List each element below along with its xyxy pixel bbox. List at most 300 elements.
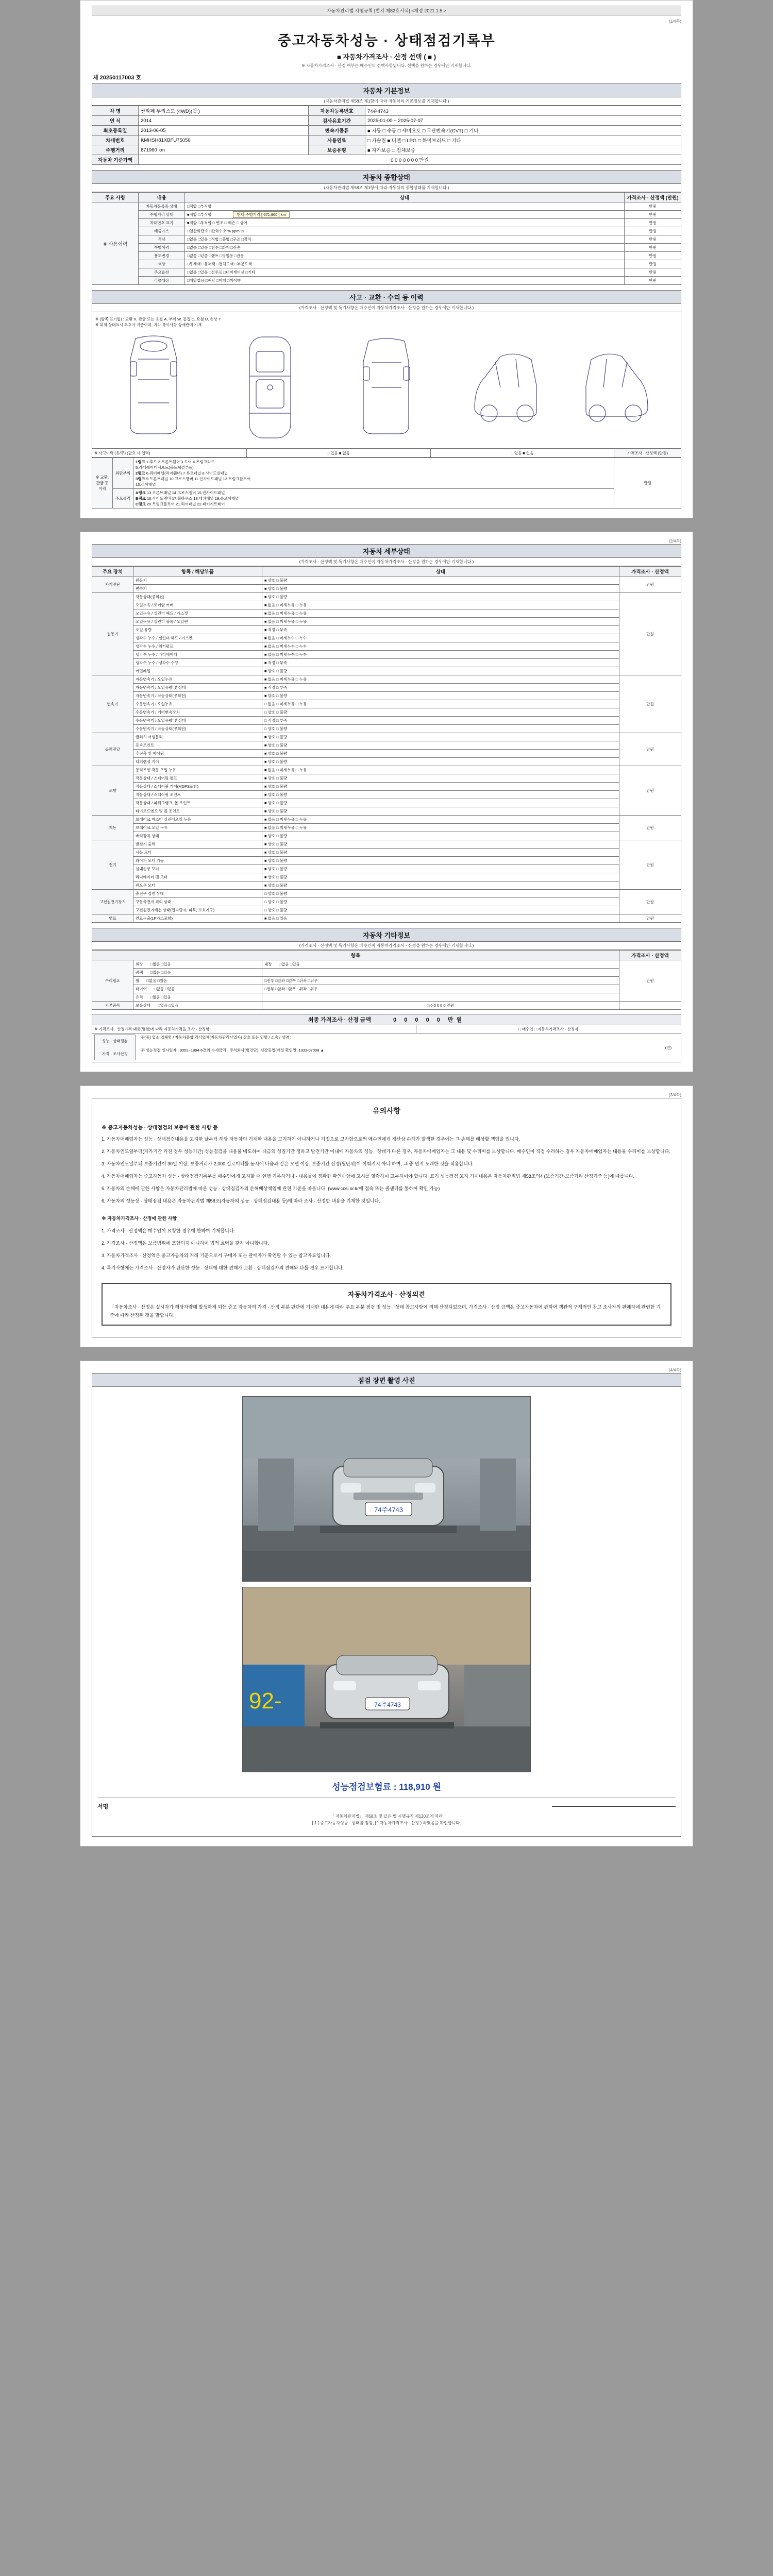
detail-g7-r2-state: □ 양호 □ 불량 <box>262 906 619 914</box>
etc-r4-part2 <box>262 993 619 1002</box>
etc-r2-part <box>133 977 262 985</box>
final-price-note-2: □ 매수인 □ 자동차가격조사 · 산정자 <box>416 1025 681 1033</box>
car-diagram-row <box>95 331 678 444</box>
frame-row-2 <box>136 501 612 507</box>
section-detail-title: 자동차 세부상태 <box>92 544 681 558</box>
inspection-photo-front <box>242 1396 531 1582</box>
final-price-header <box>92 1014 681 1025</box>
detail-g7-r2-part: 고전원전기배선 상태(접속단자, 피복, 보호기구) <box>133 906 262 914</box>
detail-g2-r5-part: 수동변속기 / 오일유량 및 상태 <box>133 717 262 725</box>
detail-g2-r6-state: □ 양호 □ 불량 <box>262 725 619 733</box>
detail-g0-r0-part: 원동기 <box>133 577 262 585</box>
detail-g8-r0-part: 연료누출(LP가스포함) <box>133 914 262 923</box>
frame-label: 주요골격 <box>113 489 133 509</box>
photo-side-image <box>243 1587 531 1772</box>
value-mileage <box>139 145 309 155</box>
photo-grid <box>97 1396 676 1772</box>
rank-group-label: ※ 교환, 판금 등 이력 <box>92 458 113 509</box>
detail-g6-r2-part: 와이퍼 모터 기능 <box>133 857 262 865</box>
declaration-title: 자동차가격조사 · 산정의견 <box>348 1291 425 1299</box>
label-first-reg-date: 최초등록일 <box>92 126 139 135</box>
detail-g3-r2-part: 추진축 및 베어링 <box>133 750 262 758</box>
outer-panel-rank-list <box>133 458 614 489</box>
etc-r0-state2: □없음 □있음 <box>279 962 300 967</box>
detail-group-8-name: 연료 <box>92 914 133 923</box>
detail-group-6-name: 전기 <box>92 840 133 890</box>
detail-g8-r0-state: ■ 없음 □ 있음 <box>262 914 619 923</box>
overall-col-state: 상태 <box>185 193 625 202</box>
detail-g2-r6-part: 수동변속기 / 작동상태(공회전) <box>133 725 262 733</box>
detail-g7-r0-part: 충전구 절연 상태 <box>133 890 262 898</box>
detail-group-8-price: 만원 <box>619 914 681 923</box>
etc-r3-part <box>133 985 262 993</box>
value-first-reg-date: 2013-06-05 <box>139 126 309 135</box>
overall-group-label: ※ 사용이력 <box>92 202 139 285</box>
detail-g4-r5-part: 타이로드엔드 및 볼 조인트 <box>133 807 262 816</box>
detail-g4-r2-state: ■ 양호 □ 불량 <box>262 783 619 791</box>
car-diagram-side-left-icon <box>464 331 542 444</box>
overall-row-8-price: 만원 <box>625 268 681 277</box>
accident-price-value: 만원 <box>614 458 681 509</box>
rank-row-2-rank: 2랭크 <box>136 471 145 476</box>
detail-g1-r6-state: ■ 없음 □ 미세누수 □ 누수 <box>262 642 619 651</box>
page-number-4: (4/4쪽) <box>668 1368 681 1373</box>
svg-text:92-: 92- <box>249 1688 282 1714</box>
detail-g7-r1-part: 구동축전지 격리 상태 <box>133 898 262 906</box>
detail-g1-r8-state: ■ 적정 □ 부족 <box>262 659 619 667</box>
page-2 <box>80 532 693 1072</box>
overall-row-4-price: 만원 <box>625 235 681 244</box>
form-legal-header: 자동차관리법 시행규칙 [별지 제82호서식] <개정 2021.1.5.> <box>92 6 681 15</box>
overall-row-5-state: □없음 □있음 □침수 □화재 □전손 <box>185 244 625 252</box>
detail-group-5-name: 제동 <box>92 816 133 840</box>
detail-g0-r0-state: ■ 양호 □ 불량 <box>262 577 619 585</box>
overall-row-0-state: □적합 □부적합 <box>185 202 625 211</box>
etc-basic-price <box>619 1002 681 1010</box>
detail-g6-r4-part: 라디에이터 팬 모터 <box>133 873 262 882</box>
frame-row-1-rank: B랭크 <box>136 496 146 501</box>
overall-row-4-name: 튜닝 <box>139 235 185 244</box>
frame-row-0-items: 13.프론트패널 14.크로스멤버 15.인사이드패널 <box>147 490 225 495</box>
rank-row-4 <box>136 482 612 487</box>
section-basic-info-title: 자동차 기본정보 <box>92 83 681 97</box>
detail-group-4-name: 조향 <box>92 766 133 816</box>
detail-g5-r0-part: 브레이크 마스터 실린더오일 누유 <box>133 816 262 824</box>
frame-rank-list <box>133 489 614 509</box>
notice2-item-4: 4. 특기사항에는 가격조사 · 산정자가 판단한 성능 · 상태에 대한 견해가 교환 · 상태점검자의 견해와 다를 경우 표기합니다. <box>102 1265 344 1270</box>
signature-role-pricing: 가격 · 조사산정 <box>102 1052 128 1056</box>
detail-g4-r1-state: ■ 양호 □ 불량 <box>262 774 619 783</box>
frame-row-0 <box>136 490 612 496</box>
detail-g2-r3-state: □ 없음 □ 미세누유 □ 누유 <box>262 700 619 708</box>
car-diagram-front-left-icon <box>115 331 192 444</box>
notice2-item-1: 1. 가격조사 · 산정액은 매수인이 요청한 경우에 한하여 기재합니다. <box>102 1228 236 1233</box>
page-title: 중고자동차성능 · 상태점검기록부 <box>277 33 496 48</box>
notice-item-1: 2. 자동차인도일부터(자가기간 커진 경우 성능기간) 성능점검을 내용물 매도하여 대금의 성질기간 정하고 발견기간 이내에 자동차의 성능 · 상태가 다른 경우, 자동차매매업자는 그 내용 및 수리비를 보상합니다. 매수인이 직접 수리하는 경우 자동차매매업자는 내용물 수리비를 보상합니다. <box>102 1149 670 1155</box>
value-base-price: 0 0 0 0 0 0 0 만원 <box>139 155 681 165</box>
detail-group-0-name: 자기진단 <box>92 577 133 593</box>
label-inspection-period: 검사유효기간 <box>309 116 365 126</box>
doc-subnote: ※ 자동차가격조사 · 산정 여부는 매수인의 선택사항입니다. 선택을 원하는 경우에만 기재합니다. <box>301 63 472 68</box>
overall-row-6-state: □없음 □있음 □렌트 □영업용 □관용 <box>185 252 625 260</box>
detail-g1-r3-part: 오일누유 / 실린더 블록 / 오일팬 <box>133 618 262 626</box>
etc-r4-part-label: 유리 <box>136 995 143 999</box>
rank-row-1 <box>136 465 612 470</box>
overall-col-content: 내용 <box>139 193 185 202</box>
detail-g3-r3-part: 디퍼렌셜 기어 <box>133 758 262 766</box>
detail-g7-r0-state: □ 양호 □ 불량 <box>262 890 619 898</box>
detail-g1-r1-state: ■ 없음 □ 미세누유 □ 누유 <box>262 601 619 609</box>
detail-g4-r4-state: ■ 양호 □ 불량 <box>262 799 619 807</box>
inspection-fee-label: 성능점검보험료 : <box>332 1782 399 1792</box>
detail-col-price: 가격조사 · 산정액 <box>619 567 681 577</box>
rank-row-0 <box>136 459 612 465</box>
detail-g0-r1-state: ■ 양호 □ 불량 <box>262 585 619 593</box>
etc-r1-part-label: 광택 <box>136 970 143 975</box>
overall-row-5-price: 만원 <box>625 244 681 252</box>
page-1 <box>80 0 693 518</box>
rank-row-0-items: 1.후드 2.프론트휀더 3.도어 4.트렁크리드 <box>146 460 215 464</box>
label-base-price: 자동차 기준가액 <box>92 155 139 165</box>
detail-g5-r2-state: ■ 양호 □ 불량 <box>262 832 619 840</box>
etc-r5-part2: □ 0 0 0 0 0 만원 <box>262 1002 619 1010</box>
detail-g4-r5-state: ■ 양호 □ 불량 <box>262 807 619 816</box>
value-fuel: □ 가솔린 ■ 디젤 □ LPG □ 하이브리드 □ 기타 <box>365 135 681 145</box>
detail-g4-r3-state: ■ 양호 □ 불량 <box>262 791 619 799</box>
photo-footnotes <box>97 1814 676 1827</box>
value-plate-no: 74쥬4743 <box>365 106 681 116</box>
detail-group-4-price: 만원 <box>619 766 681 816</box>
etc-r1-part2 <box>262 969 619 977</box>
value-warranty: ■ 자가보증 □ 업체보증 <box>365 145 681 155</box>
detail-g4-r2-part: 작동상태 / 스티어링 기어(MDPS포함) <box>133 783 262 791</box>
detail-g6-r2-state: ■ 양호 □ 불량 <box>262 857 619 865</box>
rank-row-3-items: 9.프론트패널 10.크로스멤버 11.인사이드패널 12.트렁크플로어 <box>146 477 251 481</box>
detail-g4-r0-part: 동력조향 작동 오일 누유 <box>133 766 262 774</box>
signature-line-0: ㈜(중) 업소 업체명 / 자동차종합 검사업체(자동차관리사업자) 상호 또는 인명 / 소속 / 성명 : <box>141 1035 291 1040</box>
label-car-name: 차 명 <box>92 106 139 116</box>
overall-row-9-price: 만원 <box>625 277 681 285</box>
etc-r0-part-label: 외장 <box>136 962 143 967</box>
overall-row-6-name: 용도변경 <box>139 252 185 260</box>
detail-g6-r0-part: 발전기 출력 <box>133 840 262 849</box>
overall-mileage-box: 현재 주행거리 [ 671,960 ] km <box>233 211 289 218</box>
mileage-unit: km <box>158 147 165 153</box>
detail-g2-r0-part: 자동변속기 / 오일누유 <box>133 675 262 684</box>
overall-row-2-price: 만원 <box>625 219 681 227</box>
inspection-photo-side <box>242 1587 531 1772</box>
basic-info-table <box>92 106 681 165</box>
overall-row-0-name: 자동차등록증 상태 <box>139 202 185 211</box>
overall-col-main: 주요 사항 <box>92 193 139 202</box>
etc-r2-part2: □전부 □앞좌 □앞우 □뒤좌 □뒤우 <box>262 977 619 985</box>
notice-item-2: 3. 자동차인도일부터 보증기간이 30일 이상, 보증거리가 2,000 킬로미터를 동시에 다음과 같은 모델 이상, 보증기간 산정(월단위)이 이뤄지지 아니 하며, 그 중 먼저 도래한 것을 적용합니다. <box>102 1161 474 1167</box>
overall-row-7-price: 만원 <box>625 260 681 268</box>
detail-g5-r2-part: 배력장치 상태 <box>133 832 262 840</box>
overall-row-6-price: 만원 <box>625 252 681 260</box>
signature-stamp: (인) <box>665 1045 672 1050</box>
detail-g3-r0-part: 클러치 어셈블리 <box>133 733 262 741</box>
detail-group-3-name: 동력전달 <box>92 733 133 766</box>
etc-group-repair: 수리필요 <box>92 960 133 1002</box>
detail-g5-r0-state: ■ 없음 □ 미세누유 □ 누유 <box>262 816 619 824</box>
detail-g1-r0-state: ■ 양호 □ 불량 <box>262 593 619 601</box>
detail-g1-r7-part: 냉각수 누수 / 라디에이터 <box>133 651 262 659</box>
etc-col-item: 항목 <box>92 951 619 960</box>
label-model-year: 연 식 <box>92 116 139 126</box>
detail-g2-r1-state: ■ 적정 □ 부족 <box>262 684 619 692</box>
final-price-amount: 0 0 0 0 0 만원 <box>393 1017 465 1023</box>
value-inspection-period: 2025-01-00 ~ 2025-07-07 <box>365 116 681 126</box>
etc-r0-part <box>133 960 262 969</box>
detail-g2-r3-part: 수동변속기 / 오일누유 <box>133 700 262 708</box>
footnote-0: 「 자동차관리법」 제58조 및 같은 법 시행규칙 제120조에 따라 <box>330 1814 443 1819</box>
detail-g1-r5-state: ■ 없음 □ 미세누수 □ 누수 <box>262 634 619 642</box>
etc-r3-part-label: 타이어 <box>136 987 147 991</box>
overall-row-3-state: □일산화탄소 □탄화수소 % ppm % <box>185 227 625 235</box>
inspection-fee-value: 118,910 원 <box>399 1782 441 1792</box>
etc-r3-part2: □전부 □앞좌 □앞우 □뒤좌 □뒤우 <box>262 985 619 993</box>
overall-row-9-name: 리콜대상 <box>139 277 185 285</box>
section-detail-note: (가격조사 · 산정액 및 특기사항은 매수인이 자동차가격조사 · 산정을 원하는 경우에만 기재합니다.) <box>92 558 681 566</box>
rank-row-3 <box>136 476 612 482</box>
accident-history-label: ※ 사고이력 (유/무) (필요 시 입력) <box>92 449 247 457</box>
label-warranty: 보증유형 <box>309 145 365 155</box>
notice2-item-2: 2. 가격조사 · 산정액은 보증범위에 포함되지 아니하며 법적 효력을 갖지 아니합니다. <box>102 1240 269 1246</box>
etc-r0-part2 <box>262 960 619 969</box>
detail-group-0-price: 만원 <box>619 577 681 593</box>
section-etc-note: (가격조사 · 산정액 및 특기사항은 매수인이 자동차가격조사 · 산정을 원하는 경우에만 기재합니다.) <box>92 942 681 950</box>
etc-r5-part-label: 보유상태 <box>136 1003 150 1008</box>
detail-g1-r2-state: ■ 없음 □ 미세누유 □ 누유 <box>262 609 619 618</box>
detail-g1-r6-part: 냉각수 누수 / 워터펌프 <box>133 642 262 651</box>
overall-col-price: 가격조사 · 산정액 (만원) <box>625 193 681 202</box>
section-accident-note: (가격조사 · 산정액 및 특기사항은 매수인이 자동차가격조사 · 산정을 원하는 경우에만 기재합니다.) <box>92 304 681 312</box>
detail-g1-r2-part: 오일누유 / 실린더 헤드 / 가스켓 <box>133 609 262 618</box>
frame-row-1 <box>136 496 612 501</box>
detail-g6-r4-state: ■ 양호 □ 불량 <box>262 873 619 882</box>
accident-summary-table <box>92 449 681 457</box>
detail-g5-r1-state: ■ 없음 □ 미세누유 □ 누유 <box>262 824 619 832</box>
section-accident-title: 사고 · 교환 · 수리 등 이력 <box>92 290 681 304</box>
notice-item-0: 1. 자동차매매업자는 성능 · 상태점검내용을 고지한 날부터 해당 자동차의 기재한 내용을 고지하기 아니하거나 거짓으로 고지함으로써 매수인에게 재산상 손해가 발생한 경우에는 그 손해를 배상할 책임을 집니다. <box>102 1137 520 1142</box>
detail-g1-r9-state: ■ 양호 □ 불량 <box>262 667 619 675</box>
etc-r1-state: □없음 □있음 <box>150 970 171 975</box>
section-overall-title: 자동차 종합상태 <box>92 170 681 184</box>
doc-subtitle: ■ 자동차가격조사 · 산정 선택 ( ■ ) <box>337 53 436 61</box>
detail-g3-r1-part: 등속조인트 <box>133 741 262 750</box>
signature-label: 서명 <box>97 1804 109 1810</box>
signature-line-1: ㈜ 성능점검 실시일자 : 9002~1994-6건의 수세금액 · 주식회사(범진단), 신강등업(매설 확인일: 1933-07008 ▲ <box>141 1048 324 1053</box>
detail-g1-r5-part: 냉각수 누수 / 실린더 헤드 / 가스켓 <box>133 634 262 642</box>
detail-col-part: 항목 / 해당부품 <box>133 567 262 577</box>
svg-text:74주4743: 74주4743 <box>374 1701 401 1709</box>
detail-g6-r5-state: ■ 양호 □ 불량 <box>262 882 619 890</box>
detail-g0-r1-part: 변속기 <box>133 585 262 593</box>
etc-r5-part <box>133 1002 262 1010</box>
overall-row-7-state: □무채색 □유채색 □전체도색 □부분도색 <box>185 260 625 268</box>
detail-g2-r2-part: 자동변속기 / 작동상태(공회전) <box>133 692 262 700</box>
overall-row-3-name: 배출가스 <box>139 227 185 235</box>
section-photos-title: 점검 장면 촬영 사진 <box>92 1373 681 1387</box>
notice-list-2 <box>102 1214 671 1273</box>
label-transmission: 변속기종류 <box>309 126 365 135</box>
detail-group-1-price: 만원 <box>619 593 681 675</box>
detail-group-2-price: 만원 <box>619 675 681 733</box>
detail-group-6-price: 만원 <box>619 840 681 890</box>
detail-g7-r1-state: □ 양호 □ 불량 <box>262 898 619 906</box>
detail-g1-r0-part: 작동상태(공회전) <box>133 593 262 601</box>
etc-r0-state: □없음 □있음 <box>150 962 171 967</box>
etc-repair-price: 만원 <box>619 960 681 1002</box>
section-etc-title: 자동차 기타정보 <box>92 928 681 942</box>
signature-role-labels <box>94 1035 136 1060</box>
detail-g4-r3-part: 작동상태 / 스티어링 조인트 <box>133 791 262 799</box>
etc-r4-state: □없음 □있음 <box>150 995 171 999</box>
etc-r2-part-label: 휠 <box>136 978 140 983</box>
car-diagram-top-icon <box>231 331 309 444</box>
detail-g2-r5-state: □ 적정 □ 부족 <box>262 717 619 725</box>
signature-block <box>92 1033 681 1062</box>
car-diagram-rear-icon <box>348 331 425 444</box>
signature-row <box>97 1798 676 1810</box>
detail-g6-r3-state: ■ 양호 □ 불량 <box>262 865 619 873</box>
overall-row-7-name: 색상 <box>139 260 185 268</box>
overall-row-5-name: 특별이력 <box>139 244 185 252</box>
accident-price-header: 가격조사 · 산정액 (만원) <box>614 449 681 457</box>
overall-state-table <box>92 192 681 285</box>
document-number: 제 20250117003 호 <box>93 75 142 81</box>
detail-g1-r4-part: 오일 유량 <box>133 626 262 634</box>
overall-row-1-price: 만원 <box>625 211 681 219</box>
rank-parts-table <box>92 457 681 509</box>
notice-section-2-title: ※ 자동차가격조사 · 산정에 관한 사항 <box>102 1215 177 1221</box>
overall-row-1-state <box>185 211 625 219</box>
notice-item-5: 6. 자동차의 성능상 · 상태점검 내용은 자동차관리법 제58조(자동차의 성능 · 상태점검내용 등)에 따라 조사 · 산정한 내용을 기재한 것입니다. <box>102 1198 380 1204</box>
etc-r4-part <box>133 993 262 1002</box>
detail-group-7-price: 만원 <box>619 890 681 914</box>
value-vin: KMHSH81XBFU75056 <box>139 135 309 145</box>
notice-list-1 <box>102 1135 671 1206</box>
detail-g6-r1-part: 시동 모터 <box>133 849 262 857</box>
rank-row-1-items: 5.라디에이터서포트(볼트체결부품) <box>136 465 194 470</box>
detail-g4-r0-state: ■ 없음 □ 미세누유 □ 누유 <box>262 766 619 774</box>
etc-r2-state: □없음 □있음 <box>146 978 167 983</box>
detail-g6-r1-state: ■ 양호 □ 불량 <box>262 849 619 857</box>
overall-row-4-state: □없음 □있음 □적법 □불법 □구조 □장치 <box>185 235 625 244</box>
detail-g3-r0-state: ■ 양호 □ 불량 <box>262 733 619 741</box>
notice-section-1-title: ※ 중고자동차성능 · 상태점검의 보증에 관한 사항 등 <box>102 1125 218 1131</box>
page-number-3: (3/4쪽) <box>668 1093 681 1097</box>
declaration-body: 「자동차조사 · 산정은 실시자가 해당차량에 발생하게 되는 중고 자동차의 가격 · 산정 부분 판단에 기재한 내용에 따라 주요 부분 점검 및 성능 · 상태 참고사항에 의해 산정되었으며, 가격조사 · 산정 금액은 중고자동차에 관하여 객관적 구체적인 참고 조사자의 판매차에 관련한 기준에 따라 산정된 것을 말합니다.」 <box>110 1304 661 1318</box>
rank-row-2-items: 6.쿼터패널(리어휀더) 7.루프패널 8.사이드실패널 <box>146 471 228 476</box>
detail-g2-r1-part: 자동변속기 / 오일유량 및 상태 <box>133 684 262 692</box>
overall-row-8-state: □없음 □있음 □선루프 □내비게이션 □기타 <box>185 268 625 277</box>
rank-row-0-rank: 1랭크 <box>136 460 145 464</box>
detail-g1-r3-state: ■ 없음 □ 미세누유 □ 누유 <box>262 618 619 626</box>
svg-text:74주4743: 74주4743 <box>374 1506 403 1514</box>
overall-row-8-name: 주요옵션 <box>139 268 185 277</box>
detail-g1-r8-part: 냉각수 누수 / 냉각수 수량 <box>133 659 262 667</box>
frame-row-2-items: 20.트렁크플로어 21.리어패널 22.패키지트레이 <box>147 502 225 506</box>
detail-g6-r5-part: 윈도우 모터 <box>133 882 262 890</box>
rank-row-3-rank: 3랭크 <box>136 477 145 481</box>
notice-item-3: 4. 자동차매매업자는 중고자동차 성능 · 상태점검기록부를 매수인에게 고지할 때 현행 기록하거나 · 내용물이 정확한 확인사항에 고시를 열람하여 교부하여야 합니다. 표기 성능점검 고지 기재내용은 자동차관리법 제58조의4 (보증기간·보증거리 산정기준 등)에 따릅니다. <box>102 1174 635 1179</box>
detail-g2-r2-state: ■ 양호 □ 불량 <box>262 692 619 700</box>
outer-panel-label: 외판부위 <box>113 458 133 489</box>
mileage-number: 671960 <box>141 147 157 153</box>
detail-group-5-price: 만원 <box>619 816 681 840</box>
section-basic-info-note: (자동차관리법 제58조 제1항에 따라 자동차의 기본정보를 기재합니다.) <box>92 97 681 106</box>
photo-front-image <box>243 1397 531 1582</box>
overall-row-1-opts: ■적합 □부적합 <box>187 212 212 217</box>
etc-table <box>92 950 681 1010</box>
detail-group-3-price: 만원 <box>619 733 681 766</box>
detail-g3-r3-state: ■ 양호 □ 불량 <box>262 758 619 766</box>
rank-row-4-items: 13.리어패널 <box>136 482 156 487</box>
detail-g4-r1-part: 작동상태 / 스티어링 펌프 <box>133 774 262 783</box>
detail-g2-r0-state: ■ 없음 □ 미세누유 □ 누유 <box>262 675 619 684</box>
overall-row-2-state: ■적합 □부적합 □ 변조 □ 훼손 □ 상이 <box>185 219 625 227</box>
diagram-legend-title: ※ (앞쪽 표기법) : 교환 X, 판금 또는 용접 A, 부식 W, 흠집 C, 요철 U, 손상 T <box>95 317 221 321</box>
etc-r1-part <box>133 969 262 977</box>
etc-r3-state: □없음 □있음 <box>154 987 175 991</box>
detail-col-device: 주요 장치 <box>92 567 133 577</box>
rank-row-2 <box>136 470 612 476</box>
value-transmission: ■ 자동 □ 수동 □ 세미오토 □ 무단변속기(CVT) □ 기타 <box>365 126 681 135</box>
overall-row-9-state: □해당없음 □해당 □이행 □미이행 <box>185 277 625 285</box>
frame-row-1-items: 16.사이드멤버 17.휠하우스 18.대쉬패널 19.플로어패널 <box>147 496 239 501</box>
damage-diagram-panel <box>92 312 681 449</box>
overall-row-2-name: 차대번호 표기 <box>139 219 185 227</box>
footnote-1: [ 1 ] 중고자동차성능 · 상태를 점검, [ ] 자동차가격조사 · 산정 ) 하였음을 확인합니다. <box>312 1821 461 1826</box>
notice2-item-3: 3. 자동차가격조사 · 산정액은 중고자동차의 거래 기준으로서 구매자 또는 판매자가 확인할 수 있는 참고자료입니다. <box>102 1252 331 1258</box>
detail-g1-r7-state: ■ 없음 □ 미세누수 □ 누수 <box>262 651 619 659</box>
overall-row-0-price: 만원 <box>625 202 681 211</box>
signature-field[interactable] <box>552 1806 676 1807</box>
label-plate-no: 자동차등록번호 <box>309 106 365 116</box>
label-fuel: 사용연료 <box>309 135 365 145</box>
detail-g6-r3-part: 실내송풍 모터 <box>133 865 262 873</box>
detail-g1-r4-state: ■ 적정 □ 부족 <box>262 626 619 634</box>
value-car-name: 싼타페 투리스모 (4WD)(월 ) <box>139 106 309 116</box>
accident-history-value: □ 있음 ■ 없음 <box>247 449 431 457</box>
inspection-fee-line <box>97 1780 676 1792</box>
page-3 <box>80 1086 693 1347</box>
diagram-legend-sub: ※ 위의 상태표시 부호가 기준이며, 기타 특이사항 상세란에 기재 <box>95 323 202 327</box>
etc-group-basic: 기본품목 <box>92 1002 133 1010</box>
detail-col-state: 상태 <box>262 567 619 577</box>
signature-role-inspection: 성능 · 상태점검 <box>102 1039 128 1043</box>
car-diagram-side-right-icon <box>581 331 658 444</box>
final-price-note-1: ※ 가격조사 · 산정가격 내용(별첨)에 따라 자동차가격을 조사 · 산정함 <box>92 1025 416 1033</box>
detail-g6-r0-state: ■ 양호 □ 불량 <box>262 840 619 849</box>
detail-g2-r4-state: □ 양호 □ 불량 <box>262 708 619 717</box>
notice-item-4: 5. 자동차의 손해에 관한 사항은 자동차관리법에 따른 성능 · 상태점검자의 손해배상책임에 관련 기준을 따릅니다. (www.ccsi.or.kr에 접속 또는 콜센터를 통하여 확인 가능) <box>102 1186 440 1192</box>
final-price-table <box>92 1014 681 1062</box>
detail-group-1-name: 원동기 <box>92 593 133 675</box>
etc-r0-part2-label: 내장 <box>264 962 272 967</box>
detail-group-7-name: 고전원전기장치 <box>92 890 133 914</box>
detail-g1-r9-part: 커먼레일 <box>133 667 262 675</box>
exchange-history-value: □ 있음 ■ 없음 <box>430 449 614 457</box>
detail-g3-r1-state: ■ 양호 □ 불량 <box>262 741 619 750</box>
overall-row-3-price: 만원 <box>625 227 681 235</box>
overall-row-1-name: 주행거리 상태 <box>139 211 185 219</box>
detail-g4-r4-part: 작동상태 / 파워크랭크, 볼 조인트 <box>133 799 262 807</box>
detail-group-2-name: 변속기 <box>92 675 133 733</box>
detail-g5-r1-part: 브레이크 오일 누유 <box>133 824 262 832</box>
